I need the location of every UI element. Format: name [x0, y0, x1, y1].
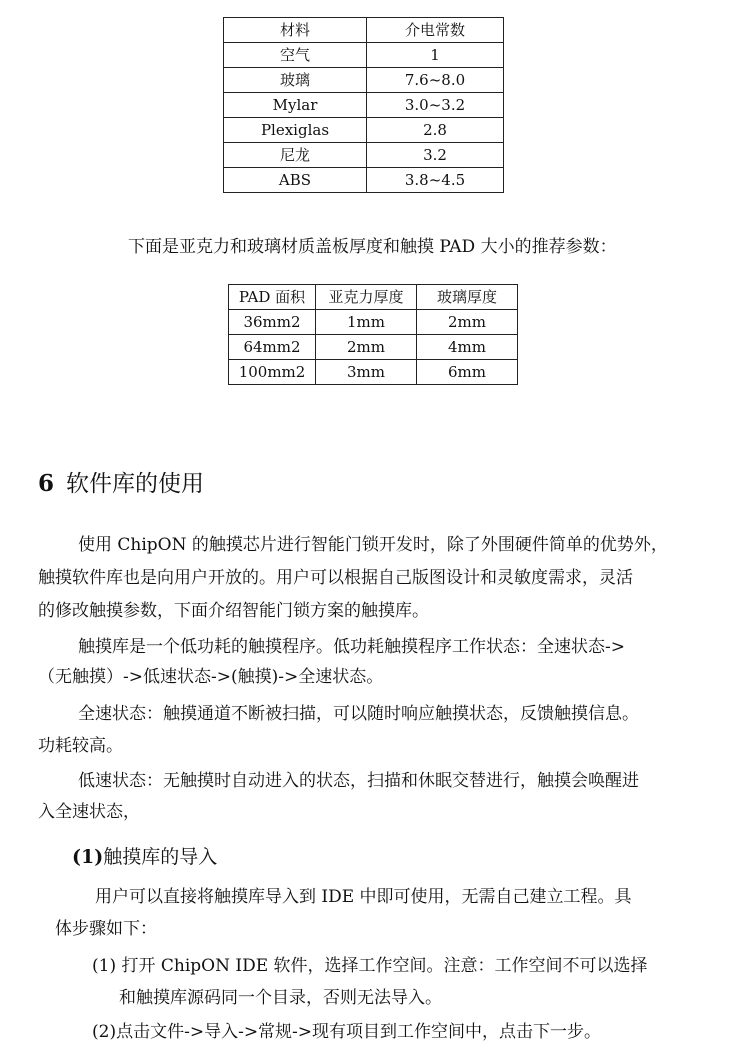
table-cell: 3.2 [367, 143, 504, 168]
table-header-row [224, 18, 504, 43]
table-cell: 2.8 [367, 118, 504, 143]
section-title: 软件库的使用 [66, 471, 205, 497]
table-row [224, 68, 504, 93]
table-cell: ABS [224, 168, 367, 193]
intro-text: 下面是亚克力和玻璃材质盖板厚度和触摸 PAD 大小的推荐参数： [128, 237, 617, 257]
paragraph-line: （无触摸）->低速状态->(触摸)->全速状态。 [38, 667, 384, 687]
paragraph-line: 触摸库是一个低功耗的触摸程序。低功耗触摸程序工作状态：全速状态-> [78, 637, 625, 657]
table-header-cell: 材料 [224, 18, 367, 43]
paragraph-line: 全速状态：触摸通道不断被扫描，可以随时响应触摸状态，反馈触摸信息。 [78, 704, 639, 724]
dielectric-table [223, 17, 504, 193]
table-cell: 尼龙 [224, 143, 367, 168]
table-header-cell: 玻璃厚度 [417, 285, 518, 310]
table-header-row [229, 285, 518, 310]
table-cell: 玻璃 [224, 68, 367, 93]
table-cell: 2mm [316, 335, 417, 360]
subsection-number: (1) [72, 846, 104, 868]
section-heading [38, 465, 204, 498]
paragraph-line: 使用 ChipON 的触摸芯片进行智能门锁开发时，除了外围硬件简单的优势外， [78, 535, 668, 555]
table-cell: 2mm [417, 310, 518, 335]
thickness-table [228, 284, 518, 385]
table-header-cell: 亚克力厚度 [316, 285, 417, 310]
table-cell: 64mm2 [229, 335, 316, 360]
table-row [224, 93, 504, 118]
table-row [224, 168, 504, 193]
table-row [224, 43, 504, 68]
paragraph-line: 用户可以直接将触摸库导入到 IDE 中即可使用，无需自己建立工程。具 [95, 887, 632, 907]
paragraph-line: 功耗较高。 [38, 736, 123, 756]
table-row [229, 335, 518, 360]
table-cell: 1 [367, 43, 504, 68]
table-cell: 3.8~4.5 [367, 168, 504, 193]
table-cell: Mylar [224, 93, 367, 118]
table-cell: 1mm [316, 310, 417, 335]
paragraph-line: 体步骤如下： [55, 919, 157, 939]
table-header-cell: 介电常数 [367, 18, 504, 43]
table-cell: 空气 [224, 43, 367, 68]
table-row [224, 118, 504, 143]
table-cell: 100mm2 [229, 360, 316, 385]
table-cell: 7.6~8.0 [367, 68, 504, 93]
paragraph-line: 触摸软件库也是向用户开放的。用户可以根据自己版图设计和灵敏度需求，灵活 [38, 568, 633, 588]
table-cell: Plexiglas [224, 118, 367, 143]
table-row [229, 360, 518, 385]
paragraph-line: 低速状态：无触摸时自动进入的状态，扫描和休眠交替进行，触摸会唤醒进 [78, 771, 639, 791]
list-item: (2)点击文件->导入->常规->现有项目到工作空间中，点击下一步。 [92, 1022, 602, 1042]
table-cell: 3.0~3.2 [367, 93, 504, 118]
list-item-continuation: 和触摸库源码同一个目录，否则无法导入。 [119, 988, 442, 1008]
section-number: 6 [38, 470, 55, 497]
paragraph-line: 的修改触摸参数，下面介绍智能门锁方案的触摸库。 [38, 601, 429, 621]
table-cell: 3mm [316, 360, 417, 385]
subsection-heading [72, 842, 217, 869]
table-cell: 36mm2 [229, 310, 316, 335]
table-row [224, 143, 504, 168]
subsection-title: 触摸库的导入 [103, 846, 218, 868]
list-item: (1) 打开 ChipON IDE 软件，选择工作空间。注意：工作空间不可以选择 [92, 956, 648, 976]
table-header-cell: PAD 面积 [229, 285, 316, 310]
table-row [229, 310, 518, 335]
paragraph-line: 入全速状态， [38, 802, 140, 822]
table-cell: 6mm [417, 360, 518, 385]
table-cell: 4mm [417, 335, 518, 360]
